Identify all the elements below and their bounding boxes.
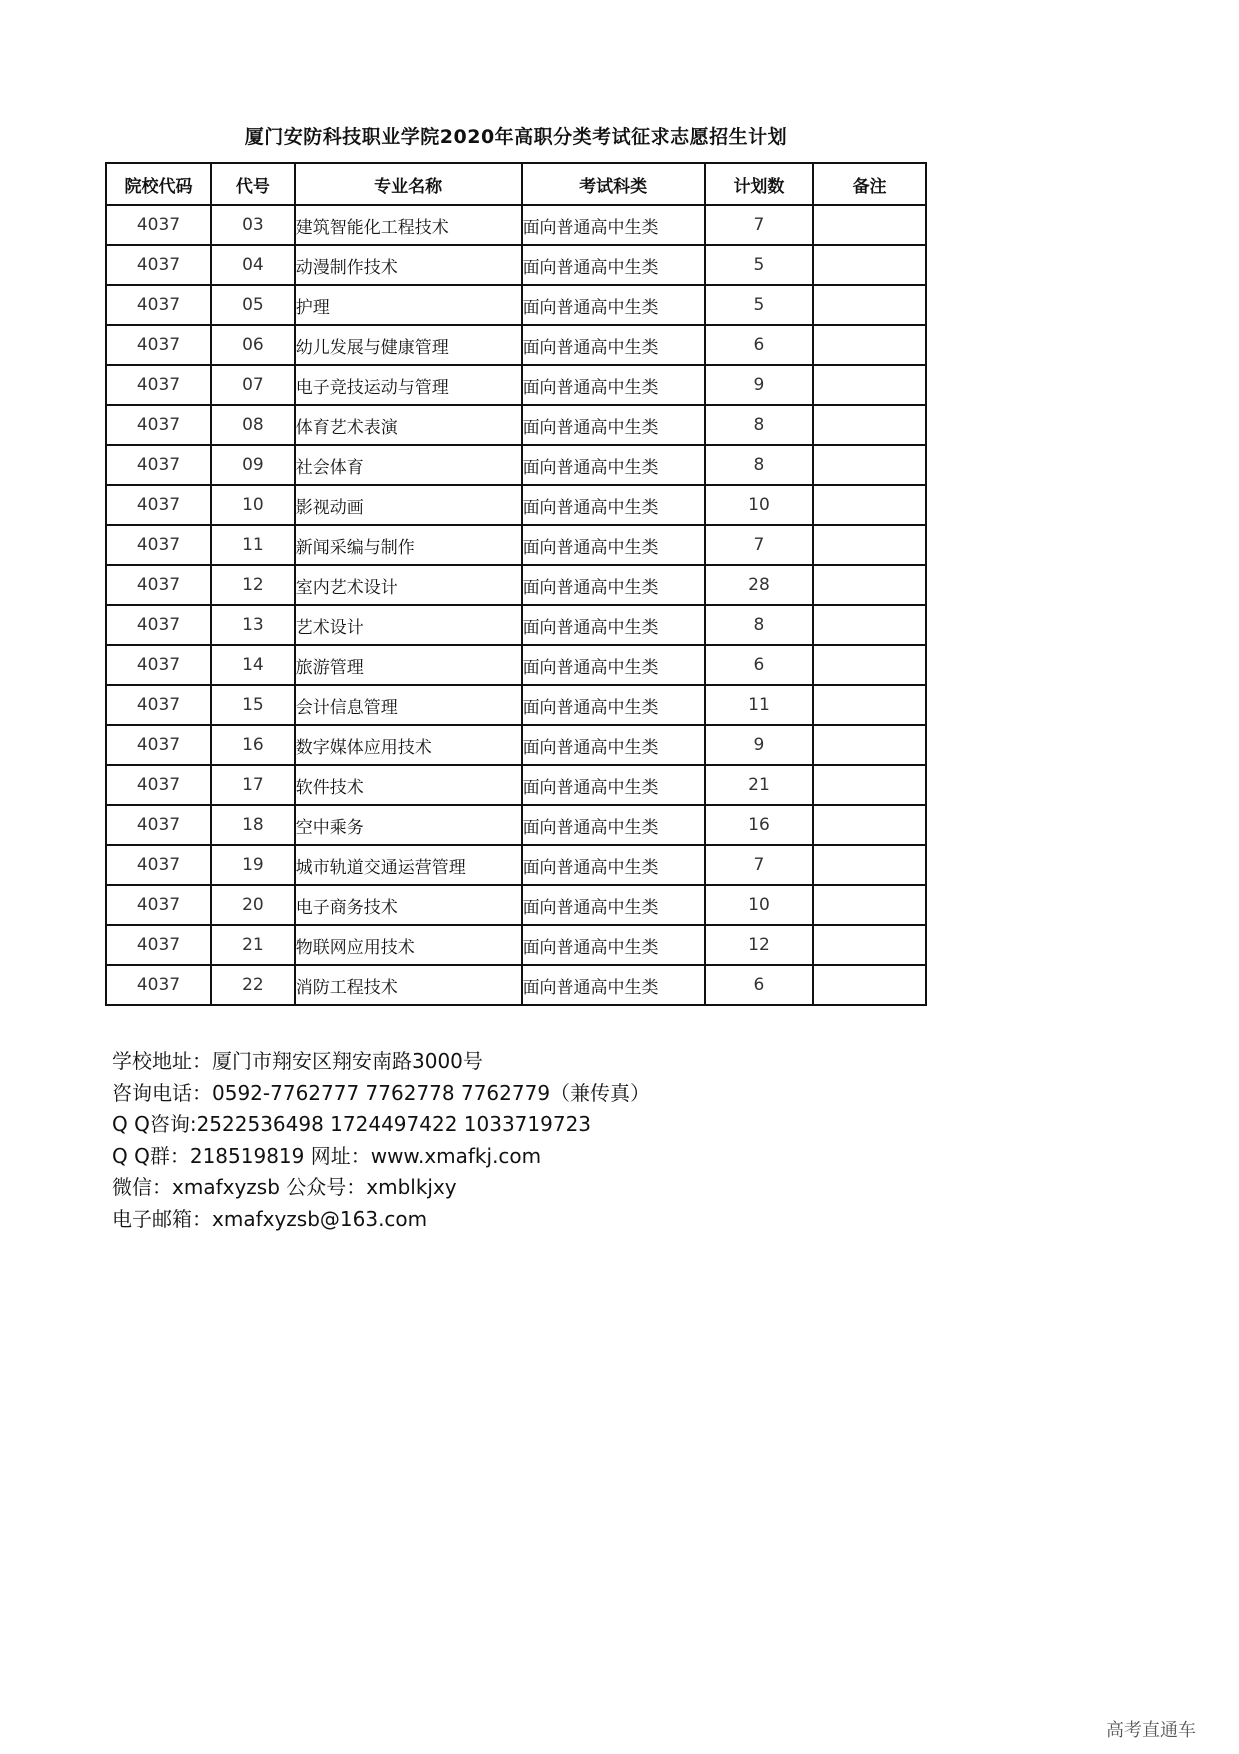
exam-category-cell: 面向普通高中生类 — [522, 725, 705, 765]
major-name-cell: 电子商务技术 — [295, 885, 522, 925]
school-code-cell: 4037 — [106, 245, 211, 285]
school-code-cell: 4037 — [106, 725, 211, 765]
code-cell: 10 — [211, 485, 295, 525]
remarks-cell — [813, 685, 926, 725]
document-title: 厦门安防科技职业学院2020年高职分类考试征求志愿招生计划 — [244, 126, 788, 148]
code-cell: 20 — [211, 885, 295, 925]
table-header-row — [106, 163, 926, 205]
contact-info — [112, 1046, 650, 1235]
remarks-cell — [813, 885, 926, 925]
exam-category-cell: 面向普通高中生类 — [522, 405, 705, 445]
plan-count-cell: 6 — [705, 645, 813, 685]
code-cell: 16 — [211, 725, 295, 765]
plan-count-cell: 28 — [705, 565, 813, 605]
major-name-cell: 动漫制作技术 — [295, 245, 522, 285]
table-row — [106, 205, 926, 245]
plan-count-cell: 9 — [705, 365, 813, 405]
table-row — [106, 685, 926, 725]
table-row — [106, 325, 926, 365]
code-cell: 12 — [211, 565, 295, 605]
code-cell: 08 — [211, 405, 295, 445]
remarks-cell — [813, 845, 926, 885]
plan-count-cell: 5 — [705, 245, 813, 285]
school-code-cell: 4037 — [106, 205, 211, 245]
remarks-cell — [813, 765, 926, 805]
major-name-cell: 幼儿发展与健康管理 — [295, 325, 522, 365]
header-code: 代号 — [211, 163, 295, 205]
major-name-cell: 社会体育 — [295, 445, 522, 485]
code-cell: 11 — [211, 525, 295, 565]
major-name-cell: 物联网应用技术 — [295, 925, 522, 965]
header-major-name: 专业名称 — [295, 163, 522, 205]
code-cell: 15 — [211, 685, 295, 725]
remarks-cell — [813, 445, 926, 485]
school-code-cell: 4037 — [106, 565, 211, 605]
code-cell: 18 — [211, 805, 295, 845]
code-cell: 17 — [211, 765, 295, 805]
plan-count-cell: 5 — [705, 285, 813, 325]
major-name-cell: 建筑智能化工程技术 — [295, 205, 522, 245]
major-name-cell: 软件技术 — [295, 765, 522, 805]
school-code-cell: 4037 — [106, 445, 211, 485]
header-exam-category: 考试科类 — [522, 163, 705, 205]
exam-category-cell: 面向普通高中生类 — [522, 525, 705, 565]
exam-category-cell: 面向普通高中生类 — [522, 365, 705, 405]
exam-category-cell: 面向普通高中生类 — [522, 645, 705, 685]
code-cell: 06 — [211, 325, 295, 365]
remarks-cell — [813, 365, 926, 405]
plan-count-cell: 21 — [705, 765, 813, 805]
remarks-cell — [813, 485, 926, 525]
major-name-cell: 体育艺术表演 — [295, 405, 522, 445]
remarks-cell — [813, 925, 926, 965]
plan-count-cell: 16 — [705, 805, 813, 845]
wechat-info: 微信：xmafxyzsb 公众号：xmblkjxy — [112, 1175, 457, 1199]
table-row — [106, 725, 926, 765]
major-name-cell: 城市轨道交通运营管理 — [295, 845, 522, 885]
exam-category-cell: 面向普通高中生类 — [522, 765, 705, 805]
exam-category-cell: 面向普通高中生类 — [522, 925, 705, 965]
major-name-cell: 新闻采编与制作 — [295, 525, 522, 565]
qq-group-website: Q Q群：218519819 网址：www.xmafkj.com — [112, 1143, 542, 1168]
major-name-cell: 护理 — [295, 285, 522, 325]
plan-count-cell: 11 — [705, 685, 813, 725]
remarks-cell — [813, 405, 926, 445]
table-row — [106, 525, 926, 565]
exam-category-cell: 面向普通高中生类 — [522, 965, 705, 1005]
remarks-cell — [813, 525, 926, 565]
plan-count-cell: 12 — [705, 925, 813, 965]
exam-category-cell: 面向普通高中生类 — [522, 805, 705, 845]
major-name-cell: 电子竞技运动与管理 — [295, 365, 522, 405]
school-code-cell: 4037 — [106, 285, 211, 325]
major-name-cell: 消防工程技术 — [295, 965, 522, 1005]
table-row — [106, 445, 926, 485]
table-row — [106, 885, 926, 925]
school-code-cell: 4037 — [106, 525, 211, 565]
plan-count-cell: 10 — [705, 485, 813, 525]
school-code-cell: 4037 — [106, 885, 211, 925]
remarks-cell — [813, 285, 926, 325]
table-row — [106, 845, 926, 885]
code-cell: 03 — [211, 205, 295, 245]
remarks-cell — [813, 725, 926, 765]
code-cell: 05 — [211, 285, 295, 325]
school-code-cell: 4037 — [106, 325, 211, 365]
school-code-cell: 4037 — [106, 845, 211, 885]
watermark-text: 高考直通车 — [1106, 1720, 1196, 1741]
major-name-cell: 空中乘务 — [295, 805, 522, 845]
table-row — [106, 965, 926, 1005]
table-row — [106, 245, 926, 285]
school-code-cell: 4037 — [106, 485, 211, 525]
plan-count-cell: 6 — [705, 965, 813, 1005]
exam-category-cell: 面向普通高中生类 — [522, 845, 705, 885]
exam-category-cell: 面向普通高中生类 — [522, 685, 705, 725]
code-cell: 09 — [211, 445, 295, 485]
header-remarks: 备注 — [813, 163, 926, 205]
table-row — [106, 565, 926, 605]
code-cell: 22 — [211, 965, 295, 1005]
plan-count-cell: 9 — [705, 725, 813, 765]
major-name-cell: 艺术设计 — [295, 605, 522, 645]
qq-consult: Q Q咨询:2522536498 1724497422 1033719723 — [112, 1112, 592, 1136]
header-plan-count: 计划数 — [705, 163, 813, 205]
plan-count-cell: 8 — [705, 445, 813, 485]
remarks-cell — [813, 245, 926, 285]
consult-phone: 咨询电话：0592-7762777 7762778 7762779（兼传真） — [112, 1080, 651, 1105]
table-row — [106, 605, 926, 645]
table-row — [106, 765, 926, 805]
remarks-cell — [813, 605, 926, 645]
school-code-cell: 4037 — [106, 765, 211, 805]
major-name-cell: 影视动画 — [295, 485, 522, 525]
school-code-cell: 4037 — [106, 805, 211, 845]
enrollment-plan-table — [105, 162, 927, 1006]
remarks-cell — [813, 645, 926, 685]
table-row — [106, 925, 926, 965]
major-name-cell: 室内艺术设计 — [295, 565, 522, 605]
major-name-cell: 旅游管理 — [295, 645, 522, 685]
remarks-cell — [813, 805, 926, 845]
school-code-cell: 4037 — [106, 925, 211, 965]
header-school-code: 院校代码 — [106, 163, 211, 205]
exam-category-cell: 面向普通高中生类 — [522, 325, 705, 365]
plan-count-cell: 8 — [705, 405, 813, 445]
plan-count-cell: 7 — [705, 525, 813, 565]
exam-category-cell: 面向普通高中生类 — [522, 445, 705, 485]
table-row — [106, 485, 926, 525]
plan-count-cell: 7 — [705, 205, 813, 245]
code-cell: 14 — [211, 645, 295, 685]
exam-category-cell: 面向普通高中生类 — [522, 565, 705, 605]
code-cell: 04 — [211, 245, 295, 285]
plan-count-cell: 6 — [705, 325, 813, 365]
exam-category-cell: 面向普通高中生类 — [522, 485, 705, 525]
school-code-cell: 4037 — [106, 645, 211, 685]
school-code-cell: 4037 — [106, 685, 211, 725]
school-code-cell: 4037 — [106, 605, 211, 645]
school-code-cell: 4037 — [106, 965, 211, 1005]
code-cell: 07 — [211, 365, 295, 405]
table-row — [106, 365, 926, 405]
code-cell: 13 — [211, 605, 295, 645]
exam-category-cell: 面向普通高中生类 — [522, 885, 705, 925]
plan-count-cell: 8 — [705, 605, 813, 645]
table-row — [106, 405, 926, 445]
code-cell: 19 — [211, 845, 295, 885]
plan-count-cell: 7 — [705, 845, 813, 885]
plan-count-cell: 10 — [705, 885, 813, 925]
major-name-cell: 会计信息管理 — [295, 685, 522, 725]
remarks-cell — [813, 965, 926, 1005]
table-row — [106, 805, 926, 845]
exam-category-cell: 面向普通高中生类 — [522, 205, 705, 245]
exam-category-cell: 面向普通高中生类 — [522, 285, 705, 325]
school-code-cell: 4037 — [106, 365, 211, 405]
remarks-cell — [813, 205, 926, 245]
remarks-cell — [813, 565, 926, 605]
school-code-cell: 4037 — [106, 405, 211, 445]
remarks-cell — [813, 325, 926, 365]
code-cell: 21 — [211, 925, 295, 965]
table-row — [106, 285, 926, 325]
table-row — [106, 645, 926, 685]
major-name-cell: 数字媒体应用技术 — [295, 725, 522, 765]
school-address: 学校地址：厦门市翔安区翔安南路3000号 — [112, 1049, 483, 1073]
email-info: 电子邮箱：xmafxyzsb@163.com — [112, 1206, 428, 1231]
exam-category-cell: 面向普通高中生类 — [522, 245, 705, 285]
exam-category-cell: 面向普通高中生类 — [522, 605, 705, 645]
